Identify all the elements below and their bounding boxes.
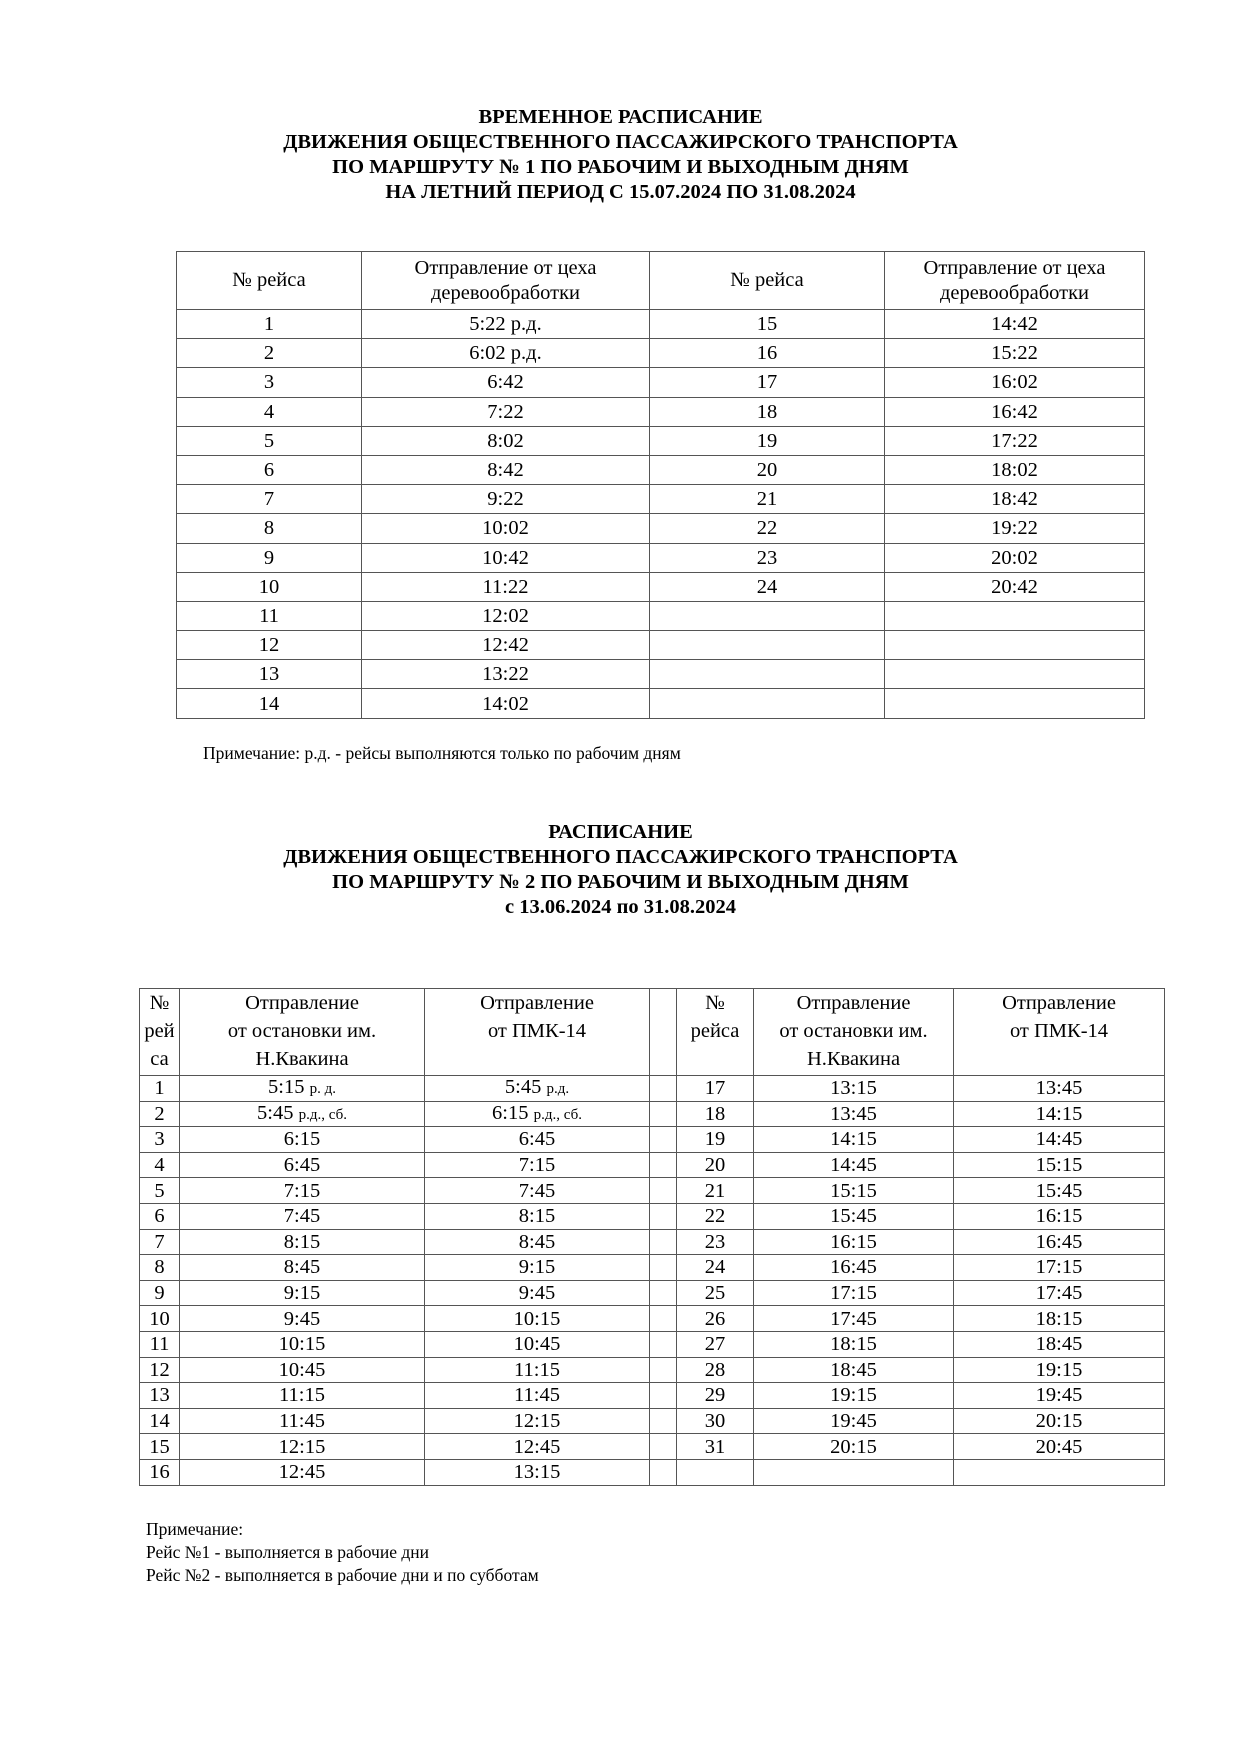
departure-time-cell: 9:22	[362, 485, 650, 514]
header-line: са	[150, 1048, 169, 1070]
trip-number-cell: 19	[650, 426, 885, 455]
departure-time-cell: 16:42	[885, 397, 1145, 426]
time-value: 8:15	[518, 1205, 556, 1228]
time-value: 7:15	[283, 1179, 321, 1202]
from-pmk-time-cell	[425, 1306, 650, 1332]
schedule1-table	[176, 251, 1145, 719]
from-stop-time-cell: 18:45	[754, 1357, 954, 1383]
departure-time-cell: 19:22	[885, 514, 1145, 543]
header-line: Отправление	[1002, 992, 1116, 1014]
from-pmk-time-cell	[425, 1229, 650, 1255]
time-value: 6:15	[492, 1101, 529, 1124]
time-value: 12:15	[278, 1435, 326, 1458]
time-value: 6:45	[518, 1128, 556, 1151]
schedule1-header-row	[177, 252, 1145, 310]
from-stop-time-cell: 19:45	[754, 1408, 954, 1434]
trip-number-cell: 14	[177, 689, 362, 718]
from-stop-time-cell: 14:15	[754, 1127, 954, 1153]
trip-number-cell: 1	[177, 310, 362, 339]
from-stop-time-cell	[754, 1459, 954, 1485]
departure-time-cell: 5:22 р.д.	[362, 310, 650, 339]
schedule2-header-row	[140, 989, 1165, 1076]
trip-number-cell: 17	[650, 368, 885, 397]
trip-number-cell: 15	[140, 1434, 180, 1460]
title-line: ДВИЖЕНИЯ ОБЩЕСТВЕННОГО ПАССАЖИРСКОГО ТРАНСПОРТА	[283, 131, 958, 153]
schedule2-table	[139, 988, 1165, 1486]
from-pmk-time-cell	[425, 1152, 650, 1178]
trip-number-cell	[677, 1459, 754, 1485]
from-pmk-time-cell	[425, 1459, 650, 1485]
time-value: 9:45	[283, 1307, 321, 1330]
spacer-column	[650, 989, 677, 1076]
table-row	[140, 1076, 1165, 1102]
time-value: 11:45	[514, 1384, 560, 1407]
trip-number-header: № рейса	[177, 252, 362, 310]
schedule2-note	[146, 1518, 539, 1587]
trip-number-cell: 4	[140, 1152, 180, 1178]
trip-number-cell: 22	[677, 1203, 754, 1229]
table-row	[177, 543, 1145, 572]
from-pmk-time-cell: 16:15	[954, 1203, 1165, 1229]
table-row	[140, 1357, 1165, 1383]
time-value: 12:45	[278, 1461, 326, 1484]
from-pmk-time-cell	[425, 1280, 650, 1306]
from-pmk-time-cell: 15:45	[954, 1178, 1165, 1204]
trip-number-header	[140, 989, 180, 1076]
from-pmk-time-cell: 16:45	[954, 1229, 1165, 1255]
trip-number-cell: 20	[677, 1152, 754, 1178]
table-row	[140, 1229, 1165, 1255]
departure-time-cell: 20:02	[885, 543, 1145, 572]
spacer-cell	[650, 1306, 677, 1332]
table-row	[140, 1383, 1165, 1409]
from-stop-time-cell	[180, 1178, 425, 1204]
table-row	[177, 485, 1145, 514]
table-row	[177, 368, 1145, 397]
time-value: 8:45	[518, 1230, 556, 1253]
trip-number-cell: 9	[140, 1280, 180, 1306]
table-row	[140, 1306, 1165, 1332]
from-pmk-time-cell: 13:45	[954, 1076, 1165, 1102]
title-line: ПО МАРШРУТУ № 1 ПО РАБОЧИМ И ВЫХОДНЫМ ДНЯМ	[332, 156, 909, 178]
trip-number-cell: 18	[677, 1101, 754, 1127]
from-pmk-time-cell	[425, 1203, 650, 1229]
time-value: 9:45	[518, 1282, 556, 1305]
table-row	[140, 1331, 1165, 1357]
table-row	[177, 339, 1145, 368]
from-stop-time-cell: 17:45	[754, 1306, 954, 1332]
from-stop-time-cell: 13:45	[754, 1101, 954, 1127]
table-row	[177, 631, 1145, 660]
from-pmk-time-cell	[425, 1101, 650, 1127]
spacer-cell	[650, 1229, 677, 1255]
time-value: 8:45	[283, 1256, 321, 1279]
departure-time-cell: 10:42	[362, 543, 650, 572]
departure-time-cell: 6:02 р.д.	[362, 339, 650, 368]
from-stop-time-cell	[180, 1434, 425, 1460]
header-line: Отправление	[245, 992, 359, 1014]
trip-number-cell: 31	[677, 1434, 754, 1460]
trip-number-cell: 18	[650, 397, 885, 426]
table-row	[140, 1178, 1165, 1204]
time-value: 10:45	[513, 1333, 561, 1356]
trip-number-cell: 10	[140, 1306, 180, 1332]
header-line: Н.Квакина	[255, 1048, 349, 1070]
from-pmk-time-cell: 14:15	[954, 1101, 1165, 1127]
note-line: Рейс №1 - выполняется в рабочие дни	[146, 1542, 429, 1562]
day-type-suffix: р.д., сб.	[298, 1106, 347, 1123]
from-stop-header	[754, 989, 954, 1076]
trip-number-cell: 28	[677, 1357, 754, 1383]
trip-number-cell: 3	[177, 368, 362, 397]
from-stop-time-cell	[180, 1203, 425, 1229]
title-line: ПО МАРШРУТУ № 2 ПО РАБОЧИМ И ВЫХОДНЫМ ДНЯМ	[332, 871, 909, 893]
trip-number-cell: 2	[177, 339, 362, 368]
trip-number-cell: 30	[677, 1408, 754, 1434]
table-row	[177, 426, 1145, 455]
title-line: ДВИЖЕНИЯ ОБЩЕСТВЕННОГО ПАССАЖИРСКОГО ТРАНСПОРТА	[283, 846, 958, 868]
time-value: 10:45	[278, 1358, 326, 1381]
header-line: №	[705, 992, 725, 1014]
from-pmk-time-cell: 19:15	[954, 1357, 1165, 1383]
trip-number-cell: 21	[677, 1178, 754, 1204]
schedule1-note: Примечание: р.д. - рейсы выполняются только по рабочим дням	[203, 743, 681, 763]
spacer-cell	[650, 1383, 677, 1409]
departure-time-cell	[885, 660, 1145, 689]
trip-number-cell: 16	[140, 1459, 180, 1485]
from-stop-time-cell: 17:15	[754, 1280, 954, 1306]
table-row	[177, 660, 1145, 689]
departure-time-cell: 12:02	[362, 601, 650, 630]
title-line: РАСПИСАНИЕ	[548, 821, 693, 843]
trip-number-cell: 6	[140, 1203, 180, 1229]
departure-time-cell: 11:22	[362, 572, 650, 601]
from-stop-time-cell	[180, 1101, 425, 1127]
table-row	[177, 601, 1145, 630]
trip-number-cell	[650, 631, 885, 660]
trip-number-cell: 20	[650, 455, 885, 484]
header-line: рейса	[690, 1020, 740, 1042]
departure-time-cell: 6:42	[362, 368, 650, 397]
time-value: 7:15	[518, 1154, 556, 1177]
note-line: Рейс №2 - выполняется в рабочие дни и по субботам	[146, 1565, 539, 1585]
spacer-cell	[650, 1076, 677, 1102]
from-stop-time-cell	[180, 1306, 425, 1332]
from-pmk-time-cell	[425, 1331, 650, 1357]
spacer-cell	[650, 1434, 677, 1460]
from-stop-time-cell	[180, 1383, 425, 1409]
trip-number-cell: 3	[140, 1127, 180, 1153]
schedule2-body	[140, 1076, 1165, 1486]
trip-number-cell: 25	[677, 1280, 754, 1306]
table-row	[140, 1127, 1165, 1153]
departure-time-cell: 8:42	[362, 455, 650, 484]
time-value: 13:15	[513, 1461, 561, 1484]
from-stop-time-cell	[180, 1255, 425, 1281]
table-row	[140, 1280, 1165, 1306]
departure-time-cell: 18:42	[885, 485, 1145, 514]
trip-number-cell: 24	[650, 572, 885, 601]
spacer-cell	[650, 1255, 677, 1281]
from-stop-time-cell	[180, 1127, 425, 1153]
title-line: НА ЛЕТНИЙ ПЕРИОД С 15.07.2024 ПО 31.08.2024	[385, 181, 856, 203]
from-stop-time-cell: 15:45	[754, 1203, 954, 1229]
header-line: от ПМК-14	[1009, 1020, 1109, 1042]
trip-number-cell: 7	[140, 1229, 180, 1255]
from-pmk-time-cell: 20:45	[954, 1434, 1165, 1460]
departure-header: Отправление от цеха деревообработки	[885, 252, 1145, 310]
departure-time-cell	[885, 601, 1145, 630]
from-stop-time-cell: 14:45	[754, 1152, 954, 1178]
spacer-cell	[650, 1152, 677, 1178]
spacer-cell	[650, 1127, 677, 1153]
departure-time-cell	[885, 631, 1145, 660]
trip-number-cell: 16	[650, 339, 885, 368]
spacer-cell	[650, 1280, 677, 1306]
trip-number-cell: 12	[140, 1357, 180, 1383]
trip-number-cell: 6	[177, 455, 362, 484]
trip-number-cell: 2	[140, 1101, 180, 1127]
time-value: 6:15	[283, 1128, 321, 1151]
trip-number-cell: 7	[177, 485, 362, 514]
from-pmk-time-cell: 15:15	[954, 1152, 1165, 1178]
table-row	[140, 1255, 1165, 1281]
trip-number-cell: 5	[140, 1178, 180, 1204]
trip-number-cell: 4	[177, 397, 362, 426]
spacer-cell	[650, 1101, 677, 1127]
time-value: 7:45	[518, 1179, 556, 1202]
from-stop-time-cell	[180, 1408, 425, 1434]
table-row	[140, 1101, 1165, 1127]
day-type-suffix: р.д.	[546, 1081, 570, 1098]
table-row	[177, 572, 1145, 601]
trip-number-cell: 10	[177, 572, 362, 601]
from-pmk-time-cell: 17:15	[954, 1255, 1165, 1281]
day-type-suffix: р.д., сб.	[533, 1106, 582, 1123]
title-line: с 13.06.2024 по 31.08.2024	[504, 896, 737, 918]
trip-number-cell: 12	[177, 631, 362, 660]
trip-number-header	[677, 989, 754, 1076]
trip-number-cell: 29	[677, 1383, 754, 1409]
from-pmk-time-cell	[425, 1434, 650, 1460]
spacer-cell	[650, 1459, 677, 1485]
time-value: 6:45	[283, 1154, 321, 1177]
spacer-cell	[650, 1178, 677, 1204]
spacer-cell	[650, 1331, 677, 1357]
trip-number-cell: 22	[650, 514, 885, 543]
time-value: 11:15	[279, 1384, 325, 1407]
header-line: от ПМК-14	[487, 1020, 587, 1042]
from-pmk-time-cell: 19:45	[954, 1383, 1165, 1409]
day-type-suffix: р. д.	[309, 1081, 336, 1098]
trip-number-cell	[650, 689, 885, 718]
departure-time-cell: 12:42	[362, 631, 650, 660]
trip-number-cell: 15	[650, 310, 885, 339]
trip-number-cell: 11	[140, 1331, 180, 1357]
from-pmk-time-cell	[425, 1408, 650, 1434]
from-pmk-time-cell	[425, 1076, 650, 1102]
time-value: 11:45	[279, 1410, 325, 1433]
from-stop-time-cell	[180, 1152, 425, 1178]
from-pmk-time-cell: 14:45	[954, 1127, 1165, 1153]
time-value: 12:15	[513, 1410, 561, 1433]
table-row	[177, 514, 1145, 543]
title-line: ВРЕМЕННОЕ РАСПИСАНИЕ	[478, 106, 763, 128]
from-stop-time-cell	[180, 1229, 425, 1255]
header-line: от остановки им.	[227, 1020, 377, 1042]
from-pmk-time-cell: 20:15	[954, 1408, 1165, 1434]
from-stop-time-cell: 16:45	[754, 1255, 954, 1281]
trip-number-cell: 14	[140, 1408, 180, 1434]
table-row	[177, 310, 1145, 339]
trip-number-cell: 5	[177, 426, 362, 455]
from-pmk-time-cell	[425, 1357, 650, 1383]
departure-time-cell: 17:22	[885, 426, 1145, 455]
header-line: Н.Квакина	[806, 1048, 901, 1070]
trip-number-cell: 17	[677, 1076, 754, 1102]
from-stop-time-cell: 19:15	[754, 1383, 954, 1409]
header-line: Отправление	[796, 992, 911, 1014]
time-value: 10:15	[513, 1307, 561, 1330]
from-stop-time-cell: 16:15	[754, 1229, 954, 1255]
from-stop-time-cell	[180, 1357, 425, 1383]
header-line: рей	[144, 1020, 175, 1042]
table-row	[177, 397, 1145, 426]
trip-number-cell: 19	[677, 1127, 754, 1153]
table-row	[177, 455, 1145, 484]
departure-time-cell: 14:02	[362, 689, 650, 718]
time-value: 12:45	[513, 1435, 561, 1458]
spacer-cell	[650, 1203, 677, 1229]
from-stop-time-cell: 20:15	[754, 1434, 954, 1460]
trip-number-cell: 21	[650, 485, 885, 514]
from-pmk-time-cell	[954, 1459, 1165, 1485]
departure-time-cell: 20:42	[885, 572, 1145, 601]
departure-header: Отправление от цеха деревообработки	[362, 252, 650, 310]
header-line: от остановки им.	[779, 1020, 928, 1042]
from-pmk-time-cell	[425, 1255, 650, 1281]
departure-time-cell: 16:02	[885, 368, 1145, 397]
table-row	[140, 1203, 1165, 1229]
departure-time-cell: 10:02	[362, 514, 650, 543]
departure-time-cell: 18:02	[885, 455, 1145, 484]
from-pmk-time-cell: 18:45	[954, 1331, 1165, 1357]
trip-number-cell: 9	[177, 543, 362, 572]
from-pmk-header	[954, 989, 1165, 1076]
table-row	[140, 1152, 1165, 1178]
trip-number-cell: 23	[650, 543, 885, 572]
departure-time-cell: 8:02	[362, 426, 650, 455]
table-row	[140, 1408, 1165, 1434]
time-value: 9:15	[283, 1282, 321, 1305]
trip-number-cell: 24	[677, 1255, 754, 1281]
from-pmk-header	[425, 989, 650, 1076]
time-value: 8:15	[283, 1230, 321, 1253]
spacer-cell	[650, 1357, 677, 1383]
trip-number-cell: 26	[677, 1306, 754, 1332]
trip-number-cell: 13	[177, 660, 362, 689]
note-line: Примечание:	[146, 1519, 244, 1539]
departure-time-cell: 15:22	[885, 339, 1145, 368]
departure-time-cell: 13:22	[362, 660, 650, 689]
table-row	[177, 689, 1145, 718]
schedule1-body	[177, 310, 1145, 719]
departure-time-cell: 14:42	[885, 310, 1145, 339]
schedule2-title	[0, 820, 1241, 920]
trip-number-cell: 13	[140, 1383, 180, 1409]
from-pmk-time-cell	[425, 1127, 650, 1153]
trip-number-cell: 8	[140, 1255, 180, 1281]
from-stop-time-cell: 18:15	[754, 1331, 954, 1357]
from-stop-header	[180, 989, 425, 1076]
time-value: 10:15	[278, 1333, 326, 1356]
time-value: 5:45	[504, 1076, 542, 1099]
spacer-cell	[650, 1408, 677, 1434]
trip-number-cell: 8	[177, 514, 362, 543]
from-stop-time-cell	[180, 1459, 425, 1485]
departure-time-cell	[885, 689, 1145, 718]
header-line: Отправление	[480, 992, 594, 1014]
trip-number-cell: 27	[677, 1331, 754, 1357]
from-stop-time-cell	[180, 1331, 425, 1357]
from-pmk-time-cell	[425, 1178, 650, 1204]
from-pmk-time-cell	[425, 1383, 650, 1409]
trip-number-cell: 23	[677, 1229, 754, 1255]
table-row	[140, 1459, 1165, 1485]
time-value: 9:15	[518, 1256, 556, 1279]
table-row	[140, 1434, 1165, 1460]
trip-number-cell: 11	[177, 601, 362, 630]
time-value: 11:15	[514, 1358, 560, 1381]
time-value: 5:15	[268, 1076, 305, 1099]
time-value: 5:45	[257, 1101, 294, 1124]
from-stop-time-cell	[180, 1076, 425, 1102]
from-stop-time-cell: 15:15	[754, 1178, 954, 1204]
time-value: 7:45	[283, 1205, 321, 1228]
trip-number-cell: 1	[140, 1076, 180, 1102]
trip-number-header: № рейса	[650, 252, 885, 310]
from-stop-time-cell	[180, 1280, 425, 1306]
departure-time-cell: 7:22	[362, 397, 650, 426]
trip-number-cell	[650, 601, 885, 630]
trip-number-cell	[650, 660, 885, 689]
from-pmk-time-cell: 17:45	[954, 1280, 1165, 1306]
header-line: №	[149, 992, 170, 1014]
from-pmk-time-cell: 18:15	[954, 1306, 1165, 1332]
from-stop-time-cell: 13:15	[754, 1076, 954, 1102]
schedule1-title	[0, 105, 1241, 205]
